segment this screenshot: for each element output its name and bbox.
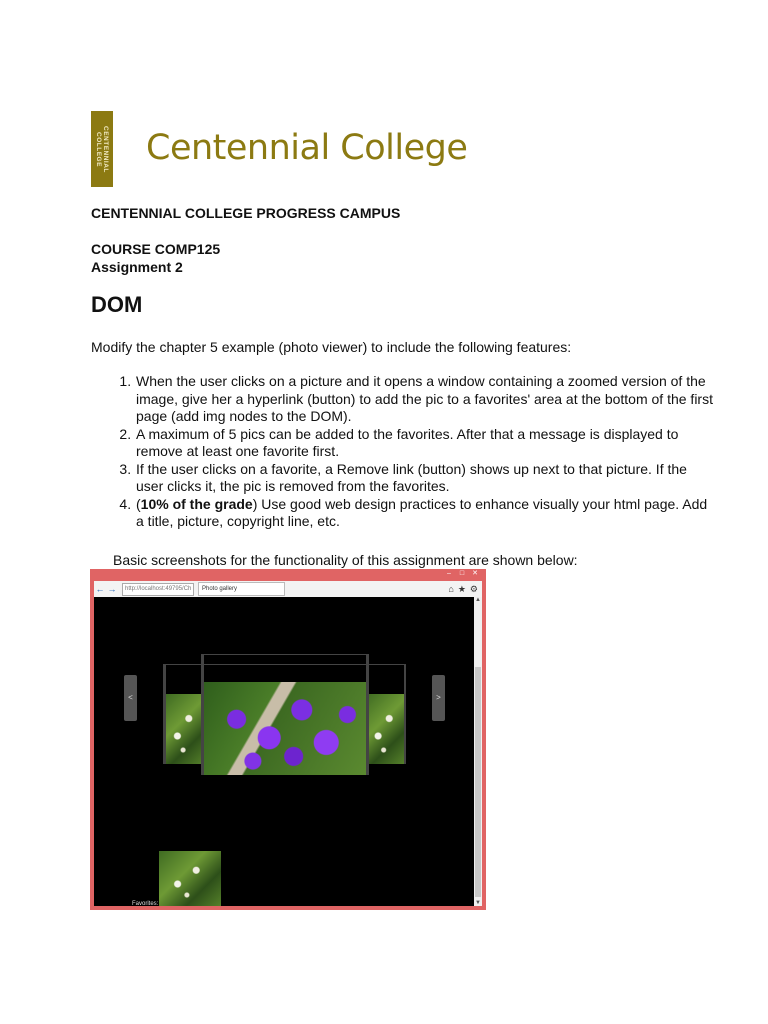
- gallery-photo-right: [367, 694, 404, 764]
- gear-icon: ⚙: [469, 583, 478, 594]
- college-name: Centennial College: [146, 128, 468, 168]
- home-icon: ⌂: [448, 583, 454, 594]
- maximize-icon: □: [459, 570, 465, 577]
- favorite-photo: [159, 851, 221, 906]
- browser-tab: Photo gallery: [198, 582, 285, 596]
- features-list: [91, 373, 715, 531]
- feature-item: [135, 496, 715, 531]
- campus-heading: CENTENNIAL COLLEGE PROGRESS CAMPUS: [91, 205, 401, 221]
- intro-text: Modify the chapter 5 example (photo viewer) to include the following features:: [91, 339, 572, 355]
- gallery-photo-left: [166, 694, 204, 764]
- favorites-label: Favorites:: [132, 901, 159, 906]
- browser-screenshot: [90, 569, 486, 910]
- feature-open-paren: (: [136, 495, 141, 512]
- course-heading: COURSE COMP125: [91, 241, 221, 257]
- feature-item: 2. A maximum of 5 pics can be added to the favorites. After that a message is displayed to remove at least one favorite first.: [135, 426, 715, 461]
- gallery-viewport: [94, 597, 474, 906]
- star-icon: ★: [457, 583, 466, 594]
- scrollbar: [474, 597, 482, 906]
- minimize-icon: –: [447, 570, 451, 577]
- assignment-heading: Assignment 2: [91, 259, 183, 275]
- grade-weight: 10% of the grade: [140, 495, 253, 512]
- screenshots-caption: Basic screenshots for the functionality of this assignment are shown below:: [113, 552, 578, 568]
- scroll-down-icon: ▼: [475, 900, 481, 906]
- prev-arrow-button: <: [124, 675, 137, 721]
- url-field: http://localhost:49795/Ch: [122, 583, 194, 596]
- address-bar: [94, 581, 482, 597]
- next-arrow-button: >: [432, 675, 445, 721]
- close-icon: ✕: [472, 570, 478, 577]
- gallery-photo-zoomed: [204, 682, 367, 775]
- forward-icon: →: [107, 584, 117, 594]
- back-icon: ←: [95, 584, 105, 594]
- feature-item: 3. If the user clicks on a favorite, a Remove link (button) shows up next to that picture. If the user clicks it, the pic is removed from the favorites.: [135, 461, 715, 496]
- college-logo-strip: [91, 111, 113, 187]
- feature-text: ) Use good web design practices to enhance visually your html page. Add a title, picture, copyright line, etc.: [136, 495, 708, 529]
- scroll-thumb: [475, 667, 481, 897]
- logo-strip-text: CENTENNIAL COLLEGE: [95, 125, 109, 173]
- scroll-up-icon: ▲: [475, 597, 481, 603]
- window-titlebar: [90, 569, 486, 581]
- feature-item: 1. When the user clicks on a picture and it opens a window containing a zoomed version of the image, give her a hyperlink (button) to add the pic to a favorites' area at the bottom of the first page (add img nodes to the DOM).: [135, 373, 715, 426]
- section-title: DOM: [91, 292, 143, 317]
